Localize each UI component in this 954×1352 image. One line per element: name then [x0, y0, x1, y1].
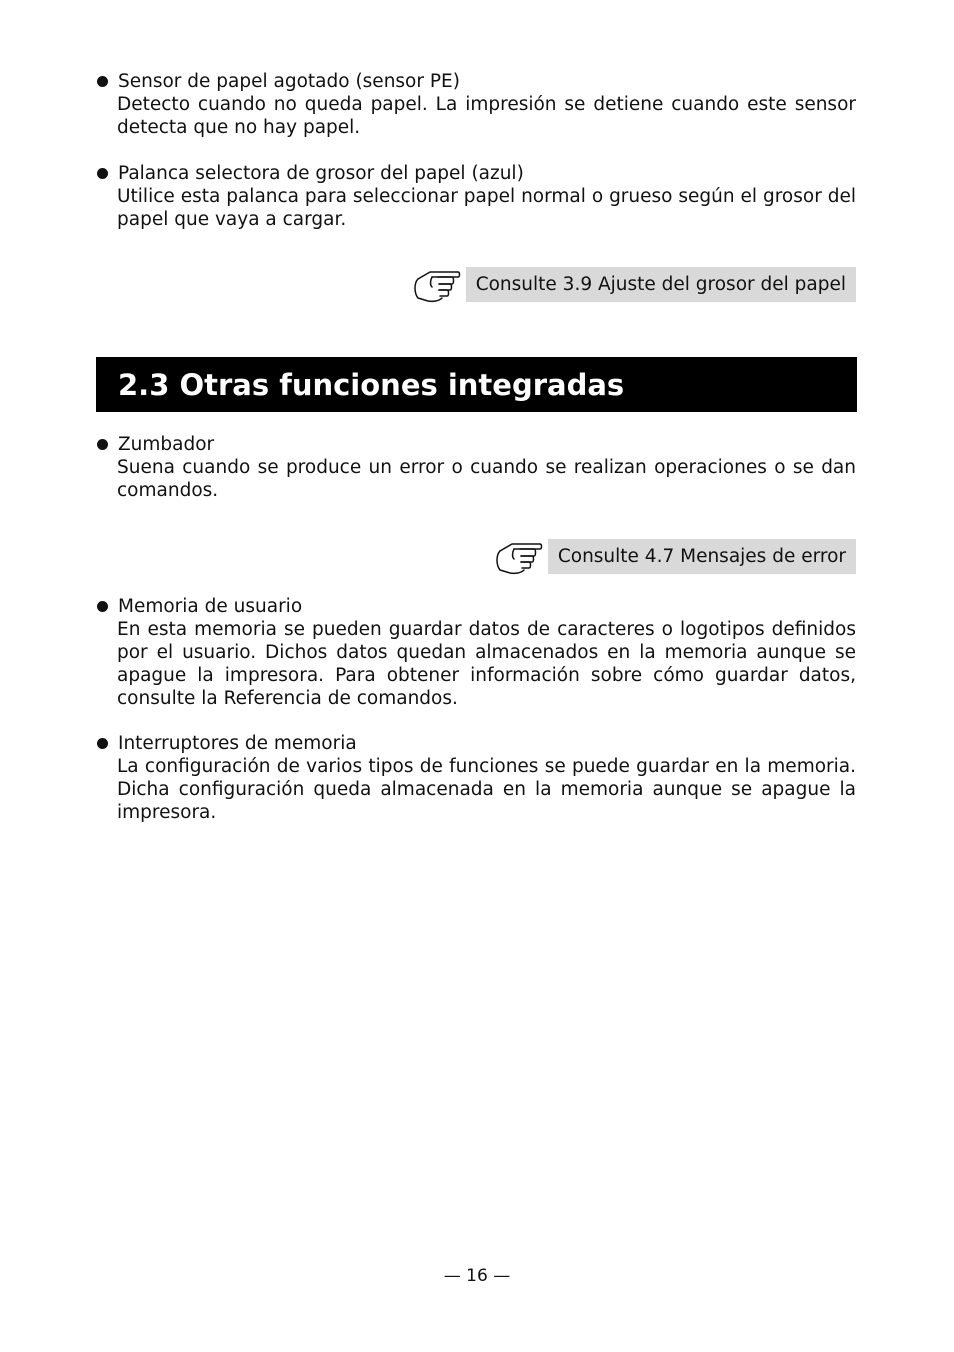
- section-heading-bar: [96, 357, 857, 412]
- list-item-head: [96, 162, 856, 185]
- page-number: — 16 —: [443, 1266, 511, 1286]
- list-item-head: [96, 595, 856, 618]
- list-item-user-memory: [96, 595, 856, 710]
- list-item-head: [96, 732, 856, 755]
- list-item-title: Palanca selectora de grosor del papel (azul): [118, 163, 524, 184]
- bullet-icon: [97, 76, 108, 87]
- bullet-icon: [97, 738, 108, 749]
- reference-label: Consulte 3.9 Ajuste del grosor del papel: [466, 267, 856, 302]
- list-item-body: Detecto cuando no queda papel. La impresión se detiene cuando este sensor detecta que no hay papel.: [117, 94, 856, 138]
- list-item-title: Zumbador: [118, 434, 215, 455]
- pointing-hand-icon: [494, 537, 544, 575]
- list-item-body: Utilice esta palanca para seleccionar papel normal o grueso según el grosor del papel que vaya a cargar.: [117, 186, 856, 230]
- list-item-title: Interruptores de memoria: [118, 733, 357, 754]
- bullet-icon: [97, 601, 108, 612]
- bullet-icon: [97, 168, 108, 179]
- list-item-pe-sensor: [96, 70, 856, 139]
- pointing-hand-icon: [412, 265, 462, 303]
- reference-note-thickness: [412, 265, 856, 303]
- bullet-icon: [97, 439, 108, 450]
- reference-label: Consulte 4.7 Mensajes de error: [548, 539, 856, 574]
- list-item-body: La configuración de varios tipos de funciones se puede guardar en la memoria. Dicha configuración queda almacenada en la memoria aunque se apague la impresora.: [117, 756, 856, 823]
- list-item-head: [96, 70, 856, 93]
- list-item-head: [96, 433, 856, 456]
- list-item-body: Suena cuando se produce un error o cuando se realizan operaciones o se dan comandos.: [117, 457, 856, 501]
- section-title: 2.3 Otras funciones integradas: [118, 367, 625, 402]
- list-item-title: Sensor de papel agotado (sensor PE): [118, 71, 460, 92]
- list-item-buzzer: [96, 433, 856, 502]
- list-item-thickness-lever: [96, 162, 856, 231]
- list-item-body: En esta memoria se pueden guardar datos de caracteres o logotipos definidos por el usuario. Dichos datos quedan almacenados en la memoria aunque se apague la impresora. Para obtener información sobre cómo guardar datos, consulte la Referencia de comandos.: [117, 619, 856, 709]
- list-item-memory-switches: [96, 732, 856, 824]
- reference-note-errors: [494, 537, 856, 575]
- list-item-title: Memoria de usuario: [118, 596, 303, 617]
